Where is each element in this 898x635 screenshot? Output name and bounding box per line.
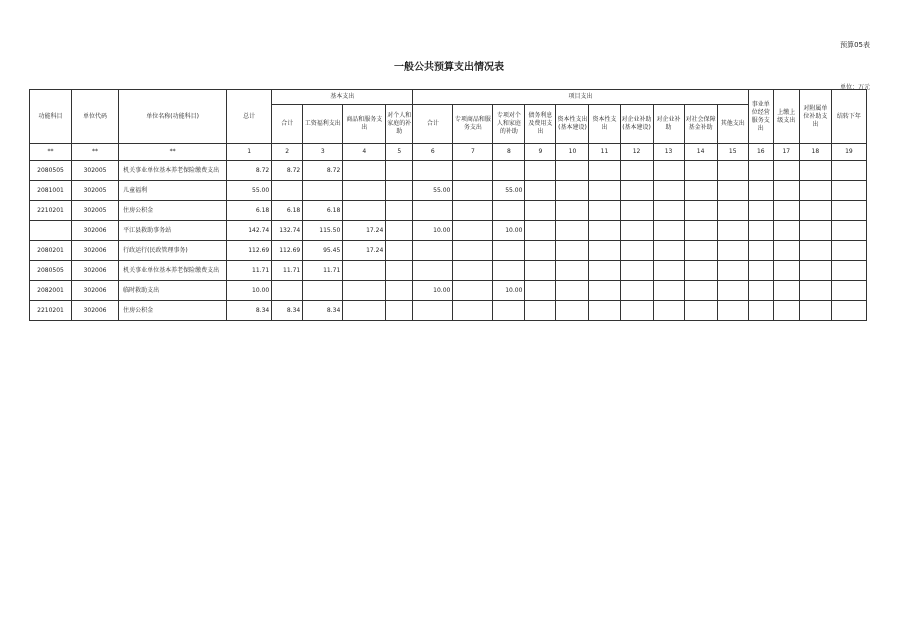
amount-cell <box>684 181 717 201</box>
func-code-cell: 2080505 <box>30 261 72 281</box>
amount-cell <box>525 261 556 281</box>
unit-name-cell: 行政运行(民政管理事务) <box>119 241 227 261</box>
amount-cell <box>343 201 386 221</box>
table-row <box>30 181 867 201</box>
amount-cell <box>799 181 831 201</box>
unit-code-cell: 302005 <box>72 201 119 221</box>
header-project-1: 专项商品和服务支出 <box>453 105 493 144</box>
amount-cell <box>386 181 413 201</box>
amount-cell <box>831 241 866 261</box>
amount-cell <box>717 201 748 221</box>
amount-cell: 6.18 <box>227 201 272 221</box>
unit-name-cell: 住房公积金 <box>119 301 227 321</box>
func-code-cell: 2081001 <box>30 181 72 201</box>
amount-cell <box>831 161 866 181</box>
amount-cell <box>748 281 773 301</box>
amount-cell <box>620 221 653 241</box>
amount-cell <box>799 241 831 261</box>
amount-cell <box>525 161 556 181</box>
amount-cell <box>684 301 717 321</box>
amount-cell <box>620 241 653 261</box>
amount-cell <box>453 181 493 201</box>
amount-cell <box>386 241 413 261</box>
amount-cell <box>453 201 493 221</box>
amount-cell <box>525 221 556 241</box>
amount-cell <box>303 281 343 301</box>
index-cell: 6 <box>413 144 453 161</box>
header-project-9: 其他支出 <box>717 105 748 144</box>
amount-cell <box>303 181 343 201</box>
amount-cell <box>717 241 748 261</box>
table-row <box>30 201 867 221</box>
amount-cell <box>653 181 684 201</box>
amount-cell <box>453 281 493 301</box>
amount-cell: 10.00 <box>493 281 525 301</box>
amount-cell <box>493 261 525 281</box>
amount-cell <box>684 281 717 301</box>
amount-cell: 8.72 <box>272 161 303 181</box>
amount-cell: 112.69 <box>227 241 272 261</box>
table-header <box>30 90 867 144</box>
amount-cell: 55.00 <box>413 181 453 201</box>
header-tail-0: 事业单位经营服务支出 <box>748 90 773 144</box>
amount-cell <box>799 261 831 281</box>
amount-cell <box>831 221 866 241</box>
amount-cell <box>799 301 831 321</box>
index-cell: 4 <box>343 144 386 161</box>
func-code-cell: 2082001 <box>30 281 72 301</box>
amount-cell <box>453 261 493 281</box>
amount-cell <box>620 201 653 221</box>
amount-cell <box>773 221 799 241</box>
index-cell: 8 <box>493 144 525 161</box>
amount-cell <box>653 161 684 181</box>
amount-cell: 11.71 <box>272 261 303 281</box>
amount-cell <box>717 221 748 241</box>
amount-cell <box>831 281 866 301</box>
amount-cell <box>589 181 620 201</box>
amount-cell <box>343 161 386 181</box>
unit-code-cell: 302006 <box>72 301 119 321</box>
amount-cell <box>525 201 556 221</box>
index-cell: 9 <box>525 144 556 161</box>
amount-cell: 8.34 <box>227 301 272 321</box>
unit-code-cell: 302005 <box>72 181 119 201</box>
index-cell: 5 <box>386 144 413 161</box>
index-cell: 17 <box>773 144 799 161</box>
amount-cell <box>620 161 653 181</box>
unit-code-cell: 302006 <box>72 261 119 281</box>
amount-cell <box>684 161 717 181</box>
amount-cell <box>620 281 653 301</box>
table-row <box>30 241 867 261</box>
amount-cell <box>556 181 589 201</box>
amount-cell <box>589 241 620 261</box>
amount-cell <box>343 181 386 201</box>
header-basic-group: 基本支出 <box>272 90 413 105</box>
header-unit-code: 单位代码 <box>72 90 119 144</box>
amount-cell <box>556 241 589 261</box>
index-cell: ** <box>30 144 72 161</box>
index-cell: 10 <box>556 144 589 161</box>
amount-cell <box>413 261 453 281</box>
amount-cell <box>831 261 866 281</box>
table-body <box>30 144 867 321</box>
amount-cell: 10.00 <box>493 221 525 241</box>
amount-cell <box>556 161 589 181</box>
unit-name-cell: 机关事业单位基本养老保险缴费支出 <box>119 161 227 181</box>
index-cell: ** <box>72 144 119 161</box>
index-cell: 1 <box>227 144 272 161</box>
amount-cell <box>684 221 717 241</box>
header-total: 总计 <box>227 90 272 144</box>
amount-cell <box>386 161 413 181</box>
amount-cell <box>653 281 684 301</box>
func-code-cell <box>30 221 72 241</box>
amount-cell <box>525 181 556 201</box>
amount-cell: 8.72 <box>303 161 343 181</box>
amount-cell: 11.71 <box>227 261 272 281</box>
amount-cell: 112.69 <box>272 241 303 261</box>
amount-cell <box>525 301 556 321</box>
amount-cell <box>272 281 303 301</box>
index-row <box>30 144 867 161</box>
amount-cell <box>556 201 589 221</box>
amount-cell <box>493 241 525 261</box>
amount-cell <box>748 261 773 281</box>
index-cell: 3 <box>303 144 343 161</box>
amount-cell <box>413 201 453 221</box>
amount-cell: 55.00 <box>227 181 272 201</box>
amount-cell <box>525 281 556 301</box>
amount-cell <box>589 161 620 181</box>
amount-cell: 10.00 <box>227 281 272 301</box>
amount-cell <box>831 301 866 321</box>
amount-cell <box>589 201 620 221</box>
header-project-8: 对社会保障基金补助 <box>684 105 717 144</box>
amount-cell: 17.24 <box>343 241 386 261</box>
amount-cell <box>525 241 556 261</box>
index-cell: ** <box>119 144 227 161</box>
amount-cell <box>773 181 799 201</box>
header-project-group: 项目支出 <box>413 90 748 105</box>
amount-cell: 142.74 <box>227 221 272 241</box>
index-cell: 18 <box>799 144 831 161</box>
func-code-cell: 2080505 <box>30 161 72 181</box>
amount-cell <box>717 181 748 201</box>
amount-cell <box>386 221 413 241</box>
amount-cell <box>413 161 453 181</box>
amount-cell: 8.34 <box>303 301 343 321</box>
amount-cell <box>799 281 831 301</box>
amount-cell <box>748 221 773 241</box>
table-row <box>30 301 867 321</box>
amount-cell <box>589 261 620 281</box>
unit-code-cell: 302005 <box>72 161 119 181</box>
amount-cell: 6.18 <box>272 201 303 221</box>
amount-cell <box>799 221 831 241</box>
header-tail-2: 对附属单位补助支出 <box>799 90 831 144</box>
amount-cell <box>556 261 589 281</box>
amount-cell <box>773 201 799 221</box>
header-basic-1: 工资福利支出 <box>303 105 343 144</box>
amount-cell <box>717 301 748 321</box>
amount-cell <box>620 181 653 201</box>
amount-cell <box>386 301 413 321</box>
amount-cell <box>589 281 620 301</box>
amount-cell: 8.34 <box>272 301 303 321</box>
header-project-6: 对企业补助(基本建设) <box>620 105 653 144</box>
doc-code: 预算05表 <box>840 41 870 49</box>
header-tail-1: 上缴上级支出 <box>773 90 799 144</box>
index-cell: 7 <box>453 144 493 161</box>
amount-cell <box>620 301 653 321</box>
amount-cell: 8.72 <box>227 161 272 181</box>
header-unit-name: 单位名称(功能科目) <box>119 90 227 144</box>
amount-cell <box>799 161 831 181</box>
amount-cell <box>556 221 589 241</box>
amount-cell <box>589 221 620 241</box>
amount-cell <box>717 281 748 301</box>
amount-cell <box>589 301 620 321</box>
amount-cell <box>773 301 799 321</box>
table-row <box>30 261 867 281</box>
index-cell: 13 <box>653 144 684 161</box>
func-code-cell: 2080201 <box>30 241 72 261</box>
amount-cell <box>343 301 386 321</box>
amount-cell: 115.50 <box>303 221 343 241</box>
amount-cell <box>453 161 493 181</box>
index-cell: 12 <box>620 144 653 161</box>
amount-cell <box>717 261 748 281</box>
header-project-3: 债务利息及费用支出 <box>525 105 556 144</box>
header-project-4: 资本性支出(基本建设) <box>556 105 589 144</box>
header-tail-3: 结转下年 <box>831 90 866 144</box>
amount-cell <box>748 301 773 321</box>
amount-cell <box>748 241 773 261</box>
amount-cell <box>556 281 589 301</box>
amount-cell <box>748 161 773 181</box>
unit-code-cell: 302006 <box>72 281 119 301</box>
amount-cell <box>493 301 525 321</box>
amount-cell <box>684 201 717 221</box>
amount-cell <box>653 301 684 321</box>
amount-cell: 17.24 <box>343 221 386 241</box>
amount-cell <box>684 261 717 281</box>
amount-cell <box>493 201 525 221</box>
amount-cell <box>453 241 493 261</box>
amount-cell <box>453 301 493 321</box>
header-project-5: 资本性支出 <box>589 105 620 144</box>
index-cell: 11 <box>589 144 620 161</box>
amount-cell <box>653 201 684 221</box>
index-cell: 19 <box>831 144 866 161</box>
header-basic-2: 商品和服务支出 <box>343 105 386 144</box>
unit-name-cell: 临时救助支出 <box>119 281 227 301</box>
amount-cell: 6.18 <box>303 201 343 221</box>
amount-cell <box>453 221 493 241</box>
amount-cell <box>773 261 799 281</box>
amount-cell <box>773 281 799 301</box>
table-row <box>30 221 867 241</box>
amount-cell <box>272 181 303 201</box>
amount-cell <box>831 181 866 201</box>
amount-cell <box>799 201 831 221</box>
amount-cell <box>413 241 453 261</box>
header-func-code: 功能科目 <box>30 90 72 144</box>
amount-cell: 132.74 <box>272 221 303 241</box>
amount-cell <box>717 161 748 181</box>
amount-cell <box>386 281 413 301</box>
header-basic-3: 对个人和家庭的补助 <box>386 105 413 144</box>
unit-name-cell: 住房公积金 <box>119 201 227 221</box>
amount-cell <box>831 201 866 221</box>
index-cell: 2 <box>272 144 303 161</box>
budget-table <box>29 89 867 321</box>
amount-cell <box>343 261 386 281</box>
amount-cell <box>413 301 453 321</box>
amount-cell: 11.71 <box>303 261 343 281</box>
amount-cell <box>748 181 773 201</box>
unit-name-cell: 儿童福利 <box>119 181 227 201</box>
amount-cell <box>556 301 589 321</box>
amount-cell <box>684 241 717 261</box>
amount-cell <box>653 221 684 241</box>
table-row <box>30 161 867 181</box>
unit-name-cell: 平江县救助事务站 <box>119 221 227 241</box>
amount-cell <box>343 281 386 301</box>
unit-name-cell: 机关事业单位基本养老保险缴费支出 <box>119 261 227 281</box>
index-cell: 15 <box>717 144 748 161</box>
amount-cell: 55.00 <box>493 181 525 201</box>
unit-code-cell: 302006 <box>72 241 119 261</box>
unit-code-cell: 302006 <box>72 221 119 241</box>
amount-cell <box>386 261 413 281</box>
header-project-2: 专项对个人和家庭的补助 <box>493 105 525 144</box>
amount-cell <box>386 201 413 221</box>
amount-cell <box>493 161 525 181</box>
header-project-7: 对企业补助 <box>653 105 684 144</box>
amount-cell <box>653 241 684 261</box>
amount-cell: 10.00 <box>413 221 453 241</box>
amount-cell: 95.45 <box>303 241 343 261</box>
page-title: 一般公共预算支出情况表 <box>394 62 504 73</box>
index-cell: 14 <box>684 144 717 161</box>
unit-label: 单位：万元 <box>839 84 870 91</box>
table-row <box>30 281 867 301</box>
header-project-0: 合计 <box>413 105 453 144</box>
func-code-cell: 2210201 <box>30 301 72 321</box>
amount-cell <box>620 261 653 281</box>
index-cell: 16 <box>748 144 773 161</box>
amount-cell <box>748 201 773 221</box>
header-basic-0: 合计 <box>272 105 303 144</box>
amount-cell <box>653 261 684 281</box>
amount-cell <box>773 241 799 261</box>
func-code-cell: 2210201 <box>30 201 72 221</box>
amount-cell <box>773 161 799 181</box>
amount-cell: 10.00 <box>413 281 453 301</box>
